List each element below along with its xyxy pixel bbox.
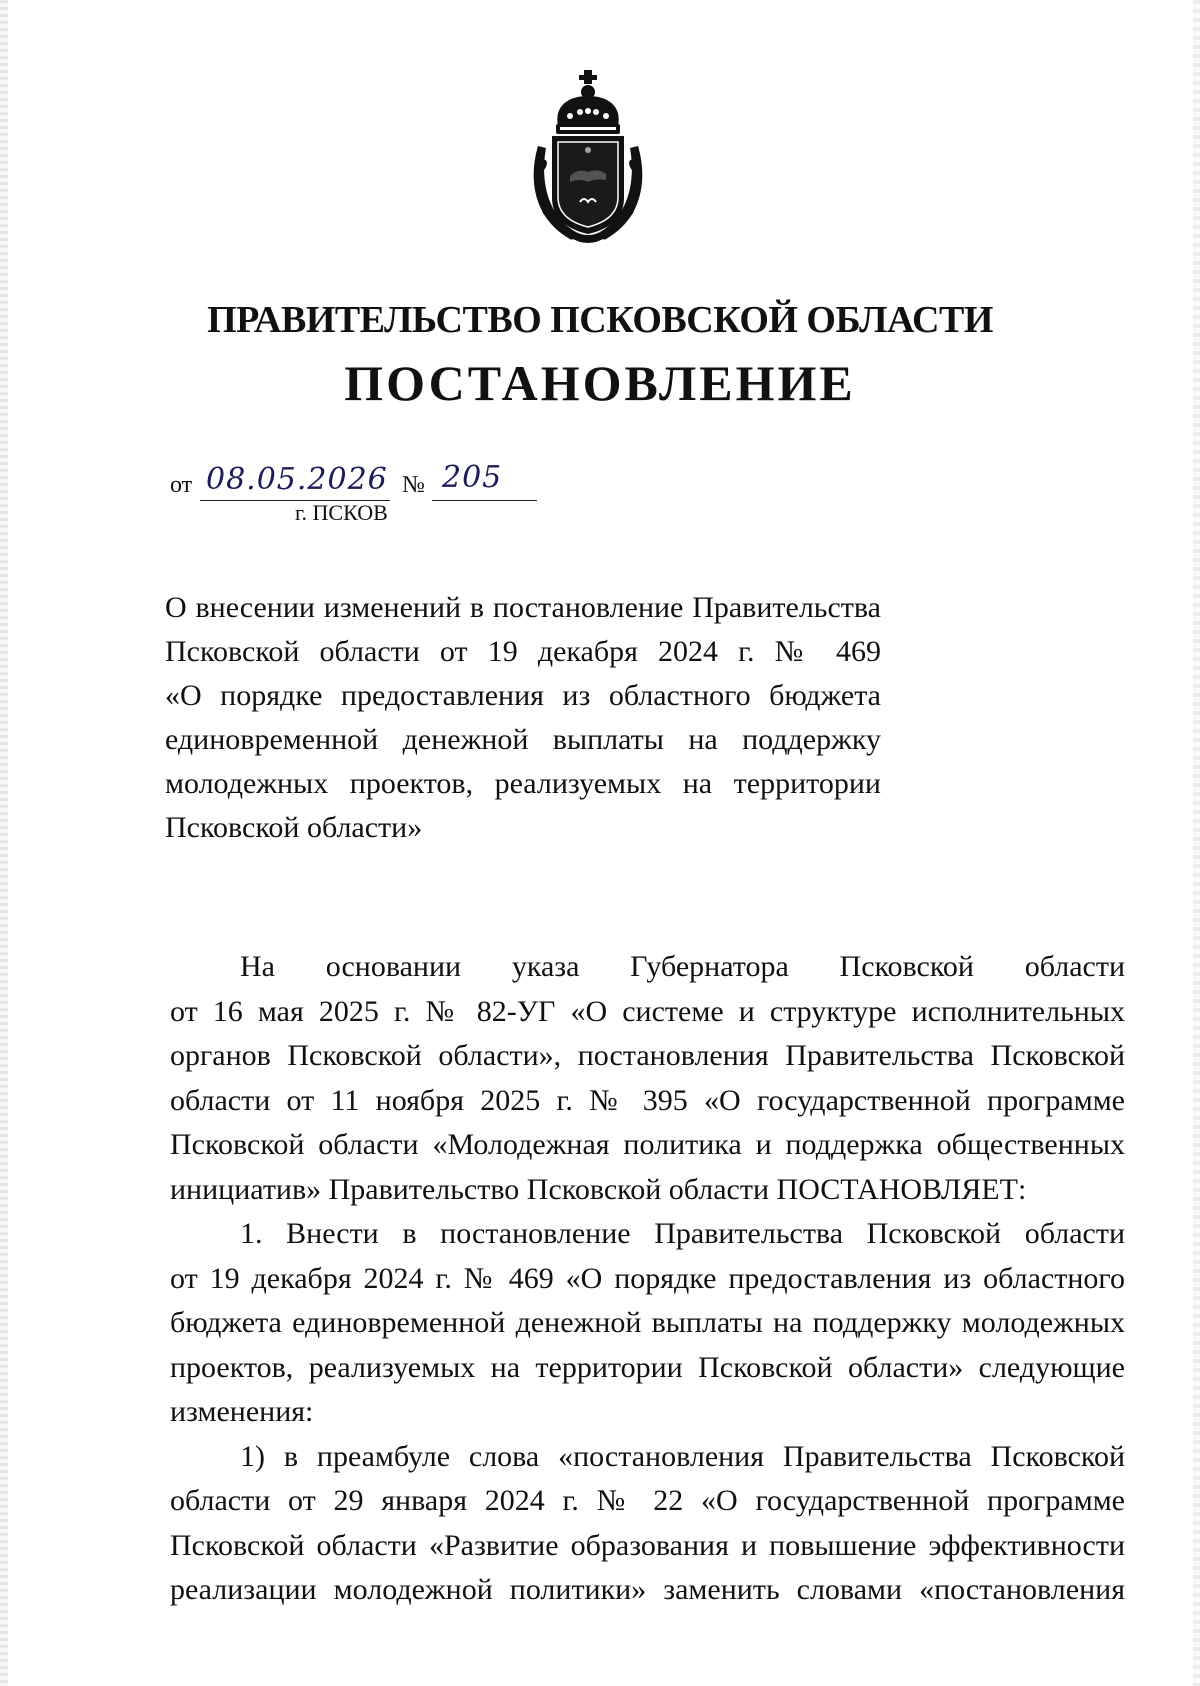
date-prefix: от [170, 472, 193, 498]
subject-line: «О порядке предоставления из областного бюджета [165, 679, 881, 712]
organization-title: ПРАВИТЕЛЬСТВО ПСКОВСКОЙ ОБЛАСТИ [207, 299, 993, 341]
number-sign: № [402, 472, 425, 498]
body-line: от 16 мая 2025 г. № 82-УГ «О системе и структуре исполнительных [170, 994, 1125, 1028]
handwritten-date: 08.05.2026 [206, 462, 388, 497]
body-line: Псковской области «Развитие образования и повышение эффективности [170, 1528, 1125, 1562]
body-line: от 19 декабря 2024 г. № 469 «О порядке предоставления из областного [170, 1261, 1125, 1295]
body-line: области от 29 января 2024 г. № 22 «О государственной программе [170, 1484, 1125, 1517]
document-subject [165, 586, 881, 850]
document-body [170, 945, 1125, 1613]
body-line: Псковской области «Молодежная политика и поддержка общественных [170, 1128, 1125, 1161]
subject-line: О внесении изменений в постановление Правительства [165, 591, 881, 624]
handwritten-number: 205 [442, 460, 503, 495]
subject-line: Псковской области от 19 декабря 2024 г. № 469 [165, 635, 881, 668]
document-type-title: ПОСТАНОВЛЕНИЕ [344, 355, 856, 411]
subject-line: Псковской области» [165, 811, 423, 844]
scan-edge-right [1193, 0, 1200, 1686]
body-line: реализации молодежной политики» заменить словами «постановления [170, 1573, 1125, 1606]
body-line: На основании указа Губернатора Псковской области [240, 950, 1125, 983]
body-line: проектов, реализуемых на территории Псковской области» следующие [170, 1350, 1125, 1384]
scan-edge-left [0, 0, 8, 1686]
body-line: бюджета единовременной денежной выплаты на поддержку молодежных [170, 1306, 1125, 1339]
city-label: г. ПСКОВ [295, 500, 388, 525]
body-line: 1. Внести в постановление Правительства Псковской области [240, 1217, 1125, 1250]
body-line: органов Псковской области», постановления Правительства Псковской [170, 1039, 1125, 1072]
subject-line: молодежных проектов, реализуемых на территории [165, 767, 881, 800]
body-line: изменения: [170, 1395, 314, 1428]
body-line: области от 11 ноября 2025 г. № 395 «О государственной программе [170, 1083, 1125, 1117]
subject-line: единовременной денежной выплаты на поддержку [165, 723, 881, 756]
body-line: 1) в преамбуле слова «постановления Правительства Псковской [240, 1439, 1125, 1473]
body-line: инициатив» Правительство Псковской области ПОСТАНОВЛЯЕТ: [170, 1172, 1027, 1206]
coat-of-arms-emblem [528, 70, 648, 248]
